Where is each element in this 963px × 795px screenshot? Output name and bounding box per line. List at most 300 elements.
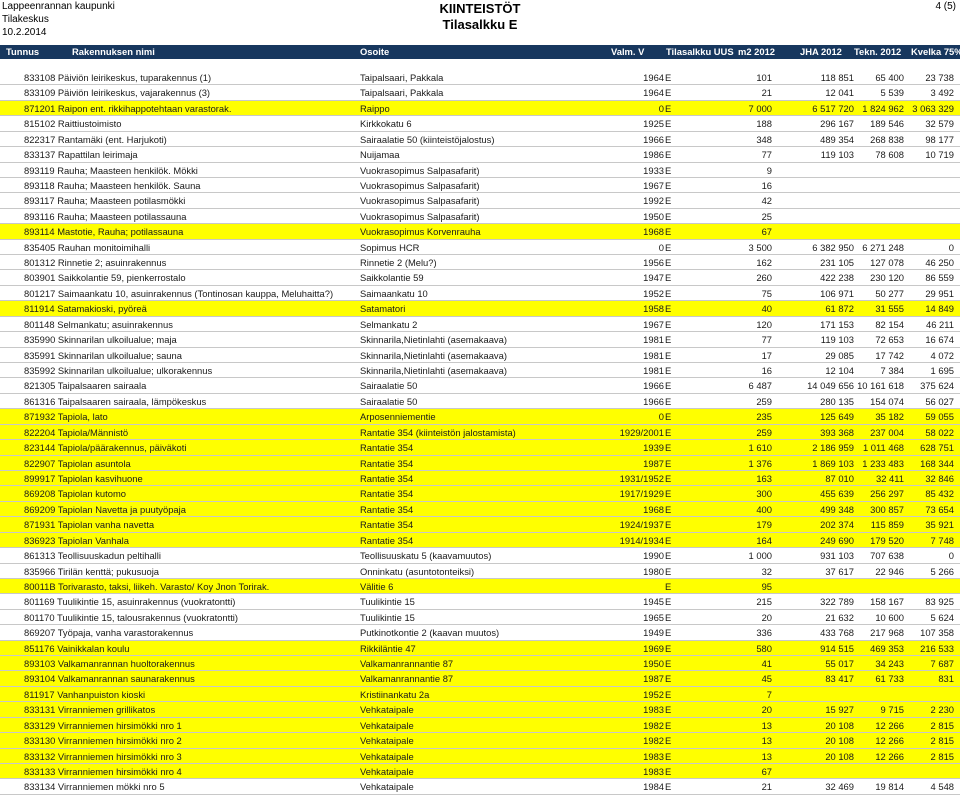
table-row — [0, 502, 960, 517]
table-cell: 1952 — [643, 287, 664, 299]
table-cell: 628 751 — [920, 442, 954, 454]
table-cell: Saimaankatu 10 — [360, 287, 428, 299]
table-cell: 20 108 — [825, 719, 854, 731]
table-cell: 32 846 — [925, 472, 954, 484]
table-cell: 1 610 — [748, 442, 772, 454]
table-cell: 1983 — [643, 704, 664, 716]
table-cell: 1987 — [643, 673, 664, 685]
table-cell: 1981 — [643, 334, 664, 346]
table-cell: 836923 Tapiolan Vanhala — [24, 534, 129, 546]
table-cell: 40 — [761, 303, 772, 315]
table-cell: 1914/1934 — [619, 534, 664, 546]
table-cell: E — [665, 318, 672, 330]
table-cell: E — [665, 565, 672, 577]
table-cell: 235 — [756, 411, 772, 423]
table-cell: E — [665, 611, 672, 623]
table-cell: E — [665, 735, 672, 747]
table-cell: 833108 Päiviön leirikeskus, tuparakennus (1) — [24, 72, 212, 83]
table-cell: E — [665, 503, 672, 515]
table-cell: 0 — [948, 550, 954, 562]
table-cell: 58 022 — [925, 426, 954, 438]
table-cell: E — [665, 519, 672, 531]
table-row — [0, 517, 960, 532]
table-cell: 163 — [756, 472, 772, 484]
table-cell: 835966 Tirilän kenttä; pukusuoja — [24, 565, 159, 577]
table-cell: 14 849 — [925, 303, 954, 315]
table-row — [0, 533, 960, 548]
table-cell: Saikkolantie 59 — [360, 272, 424, 284]
table-cell: 23 738 — [925, 72, 954, 83]
table-cell: 67 — [761, 765, 772, 777]
table-cell: 31 555 — [875, 303, 904, 315]
table-cell: 83 417 — [825, 673, 854, 685]
table-header — [0, 45, 963, 59]
table-cell: 21 — [761, 87, 772, 99]
table-cell: Vehkataipale — [360, 704, 414, 716]
table-row — [0, 363, 960, 378]
page-number: 4 (5) — [935, 1, 956, 12]
table-cell: 259 — [756, 426, 772, 438]
table-cell: 815102 Raittiustoimisto — [24, 118, 122, 130]
table-cell: E — [665, 334, 672, 346]
page-header — [0, 0, 960, 45]
col-header-address: Osoite — [360, 46, 390, 57]
table-row — [0, 332, 960, 347]
table-cell: 20 108 — [825, 750, 854, 762]
table-cell: 835405 Rauhan monitoimihalli — [24, 241, 151, 253]
table-cell: 231 105 — [820, 257, 854, 269]
table-row — [0, 764, 960, 779]
table-cell: 835992 Skinnarilan ulkoilualue; ulkorakennus — [24, 365, 213, 377]
table-cell: 46 250 — [925, 257, 954, 269]
table-cell: 1931/1952 — [619, 472, 664, 484]
table-cell: 16 — [761, 179, 772, 191]
table-cell: E — [665, 210, 672, 222]
table-cell: 869209 Tapiolan Navetta ja puutyöpaja — [24, 503, 186, 515]
table-cell: E — [665, 164, 672, 176]
table-cell: Taipalsaari, Pakkala — [360, 72, 444, 83]
table-cell: 322 789 — [820, 596, 854, 608]
table-cell: 375 624 — [920, 380, 954, 392]
table-cell: E — [665, 750, 672, 762]
table-cell: 433 768 — [820, 627, 854, 639]
table-row — [0, 594, 960, 609]
table-cell: E — [665, 241, 672, 253]
table-cell: 188 — [756, 118, 772, 130]
table-cell: 489 354 — [820, 133, 854, 145]
table-row — [0, 564, 960, 579]
table-cell: 1 011 468 — [862, 442, 904, 454]
table-cell: 13 — [761, 719, 772, 731]
table-cell: E — [665, 673, 672, 685]
table-cell: 217 968 — [870, 627, 904, 639]
table-cell: 1969 — [643, 642, 664, 654]
table-cell: 80011B Torivarasto, taksi, liikeh. Varasto/ Koy Jnon Torirak. — [24, 580, 270, 592]
table-cell: 9 — [766, 164, 772, 176]
table-cell: 230 120 — [870, 272, 904, 284]
table-cell: Raippo — [360, 102, 390, 114]
table-cell: Teollisuuskatu 5 (kaavamuutos) — [360, 550, 492, 562]
table-cell: 871932 Tapiola, lato — [24, 411, 108, 423]
table-cell: 6 271 248 — [862, 241, 904, 253]
table-cell: Rantatie 354 (kiinteistön jalostamista) — [360, 426, 516, 438]
table-cell: 12 266 — [875, 750, 904, 762]
table-cell: 1 233 483 — [862, 457, 904, 469]
table-cell: 61 733 — [875, 673, 904, 685]
table-cell: 249 690 — [820, 534, 854, 546]
table-cell: E — [665, 133, 672, 145]
table-cell: 455 639 — [820, 488, 854, 500]
table-cell: 348 — [756, 133, 772, 145]
table-row — [0, 625, 960, 640]
table-cell: 899917 Tapiolan kasvihuone — [24, 472, 143, 484]
table-row — [0, 579, 960, 594]
table-cell: 2 815 — [930, 750, 954, 762]
table-cell: E — [665, 550, 672, 562]
table-cell: 50 277 — [875, 287, 904, 299]
table-cell: 171 153 — [820, 318, 854, 330]
table-cell: E — [665, 380, 672, 392]
col-header-kvelka: Kvelka 75% — [911, 46, 963, 57]
table-cell: 833109 Päiviön leirikeskus, vajarakennus (3) — [24, 87, 211, 99]
col-header-portfolio: Tilasalkku UUS — [666, 46, 734, 57]
table-row — [0, 486, 960, 501]
table-row — [0, 147, 960, 162]
table-cell: 893116 Rauha; Maasteen potilassauna — [24, 210, 187, 222]
table-cell: Selmankatu 2 — [360, 318, 418, 330]
table-cell: 6 487 — [748, 380, 772, 392]
table-row — [0, 779, 960, 794]
table-cell: 1939 — [643, 442, 664, 454]
table-cell: 4 548 — [930, 781, 954, 793]
table-cell: 65 400 — [875, 72, 904, 83]
table-cell: E — [665, 488, 672, 500]
table-cell: 1986 — [643, 149, 664, 161]
table-cell: 32 — [761, 565, 772, 577]
table-cell: 106 971 — [820, 287, 854, 299]
table-cell: Sairaalatie 50 — [360, 395, 418, 407]
table-cell: 280 135 — [820, 395, 854, 407]
table-cell: 1981 — [643, 349, 664, 361]
table-cell: 835990 Skinnarilan ulkoilualue; maja — [24, 334, 177, 346]
table-row — [0, 317, 960, 332]
table-row — [0, 224, 960, 239]
table-cell: 19 814 — [875, 781, 904, 793]
table-cell: E — [665, 442, 672, 454]
table-cell: 1945 — [643, 596, 664, 608]
table-cell: E — [665, 195, 672, 207]
table-cell: 61 872 — [825, 303, 854, 315]
table-cell: 1 824 962 — [862, 102, 904, 114]
table-cell: 10 161 618 — [857, 380, 904, 392]
table-cell: 1933 — [643, 164, 664, 176]
table-cell: 20 — [761, 611, 772, 623]
table-cell: 6 382 950 — [812, 241, 854, 253]
table-cell: 1980 — [643, 565, 664, 577]
table-cell: E — [665, 658, 672, 670]
table-cell: Vuokrasopimus Salpasafarit) — [360, 210, 480, 222]
col-header-tekn: Tekn. 2012 — [854, 46, 902, 57]
table-cell: 2 230 — [930, 704, 954, 716]
table-cell: Satamatori — [360, 303, 406, 315]
table-row — [0, 116, 960, 131]
report-date: 10.2.2014 — [2, 27, 47, 38]
col-header-name: Rakennuksen nimi — [72, 46, 155, 57]
table-cell: Välitie 6 — [360, 580, 394, 592]
table-row — [0, 240, 960, 255]
table-cell: 101 — [756, 72, 772, 83]
table-cell: 7 — [766, 688, 772, 700]
table-cell: E — [665, 349, 672, 361]
table-row — [0, 733, 960, 748]
table-cell: 893114 Mastotie, Rauha; potilassauna — [24, 226, 184, 238]
table-cell: 1 376 — [748, 457, 772, 469]
table-cell: 811914 Satamakioski, pyöreä — [24, 303, 147, 315]
table-cell: 801148 Selmankatu; asuinrakennus — [24, 318, 173, 330]
table-cell: 154 074 — [870, 395, 904, 407]
table-cell: 851176 Vainikkalan koulu — [24, 642, 130, 654]
table-cell: 15 927 — [825, 704, 854, 716]
table-cell: 869207 Työpaja, vanha varastorakennus — [24, 627, 194, 639]
table-cell: 893117 Rauha; Maasteen potilasmökki — [24, 195, 186, 207]
table-cell: 1966 — [643, 380, 664, 392]
table-cell: 1929/2001 — [619, 426, 664, 438]
table-cell: 95 — [761, 580, 772, 592]
table-cell: 0 — [658, 102, 664, 114]
table-row — [0, 610, 960, 625]
table-cell: Vuokrasopimus Korvenrauha — [360, 226, 481, 238]
unit-name: Tilakeskus — [2, 14, 49, 25]
table-cell: 833130 Virranniemen hirsimökki nro 2 — [24, 735, 182, 747]
table-cell: 823144 Tapiola/päärakennus, päiväkoti — [24, 442, 187, 454]
table-cell: 32 579 — [925, 118, 954, 130]
table-cell: 7 000 — [748, 102, 772, 114]
table-cell: 1 695 — [930, 365, 954, 377]
table-cell: 1 000 — [748, 550, 772, 562]
table-cell: Skinnarila,Nietinlahti (asemakaava) — [360, 365, 507, 377]
table-cell: E — [665, 642, 672, 654]
table-cell: 822204 Tapiola/Männistö — [24, 426, 129, 438]
org-name: Lappeenrannan kaupunki — [2, 1, 115, 12]
table-row — [0, 301, 960, 316]
table-cell: 260 — [756, 272, 772, 284]
table-cell: E — [665, 179, 672, 191]
table-cell: Valkamanrannantie 87 — [360, 658, 454, 670]
table-cell: 17 — [761, 349, 772, 361]
table-cell: 12 266 — [875, 719, 904, 731]
table-cell: Tuulikintie 15 — [360, 596, 415, 608]
table-cell: 10 600 — [875, 611, 904, 623]
table-cell: 29 085 — [825, 349, 854, 361]
table-cell: 35 182 — [875, 411, 904, 423]
table-cell: Vehkataipale — [360, 719, 414, 731]
table-cell: 7 687 — [930, 658, 954, 670]
table-cell: 119 103 — [820, 149, 854, 161]
table-cell: E — [665, 395, 672, 407]
table-row — [0, 70, 960, 85]
table-cell: 21 — [761, 781, 772, 793]
col-header-tunnus: Tunnus — [6, 46, 40, 57]
table-cell: 12 041 — [825, 87, 854, 99]
table-cell: 1966 — [643, 395, 664, 407]
table-cell: Vehkataipale — [360, 765, 414, 777]
table-cell: 107 358 — [920, 627, 954, 639]
table-cell: 9 715 — [880, 704, 904, 716]
table-cell: 893118 Rauha; Maasteen henkilök. Sauna — [24, 179, 201, 191]
table-cell: 869208 Tapiolan kutomo — [24, 488, 126, 500]
table-cell: 20 108 — [825, 735, 854, 747]
table-cell: 2 815 — [930, 719, 954, 731]
table-cell: 32 469 — [825, 781, 854, 793]
table-cell: 1982 — [643, 735, 664, 747]
table-cell: 1964 — [643, 72, 664, 83]
col-header-year: Valm. V — [611, 46, 645, 57]
table-cell: 861316 Taipalsaaren sairaala, lämpökeskus — [24, 395, 207, 407]
table-cell: 1 869 103 — [812, 457, 854, 469]
table-cell: 5 624 — [930, 611, 954, 623]
table-row — [0, 687, 960, 702]
table-cell: 1984 — [643, 781, 664, 793]
table-cell: 400 — [756, 503, 772, 515]
table-cell: 35 921 — [925, 519, 954, 531]
table-row — [0, 671, 960, 686]
table-cell: 85 432 — [925, 488, 954, 500]
table-cell: 164 — [756, 534, 772, 546]
table-cell: 119 103 — [820, 334, 854, 346]
table-cell: Rantatie 354 — [360, 534, 414, 546]
table-row — [0, 209, 960, 224]
table-cell: 580 — [756, 642, 772, 654]
table-cell: 216 533 — [920, 642, 954, 654]
table-row — [0, 255, 960, 270]
table-cell: 120 — [756, 318, 772, 330]
table-cell: E — [665, 426, 672, 438]
table-cell: 41 — [761, 658, 772, 670]
table-cell: Skinnarila,Nietinlahti (asemakaava) — [360, 334, 507, 346]
table-cell: Skinnarila,Nietinlahti (asemakaava) — [360, 349, 507, 361]
table-cell: 86 559 — [925, 272, 954, 284]
table-cell: 300 857 — [870, 503, 904, 515]
table-cell: Kristiinankatu 2a — [360, 688, 430, 700]
table-cell: 72 653 — [875, 334, 904, 346]
table-row — [0, 178, 960, 193]
table-cell: 801169 Tuulikintie 15, asuinrakennus (vuokratontti) — [24, 596, 236, 608]
table-cell: 5 539 — [880, 87, 904, 99]
table-cell: Putkinotkontie 2 (kaavan muutos) — [360, 627, 500, 639]
table-cell: 1925 — [643, 118, 664, 130]
table-cell: 1964 — [643, 87, 664, 99]
table-cell: 37 617 — [825, 565, 854, 577]
table-cell: 1952 — [643, 688, 664, 700]
table-cell: 55 017 — [825, 658, 854, 670]
table-row — [0, 409, 960, 424]
table-row — [0, 440, 960, 455]
table-cell: Sopimus HCR — [360, 241, 420, 253]
table-cell: 833129 Virranniemen hirsimökki nro 1 — [24, 719, 182, 731]
table-row — [0, 394, 960, 409]
table-cell: 5 266 — [930, 565, 954, 577]
table-cell: 125 649 — [820, 411, 854, 423]
table-row — [0, 718, 960, 733]
page-subtitle: Tilasalkku E — [442, 17, 518, 32]
table-cell: 12 104 — [825, 365, 854, 377]
col-header-jha: JHA 2012 — [800, 46, 842, 57]
table-cell: E — [665, 704, 672, 716]
table-row — [0, 85, 960, 100]
table-cell: E — [665, 102, 672, 114]
col-header-m2: m2 2012 — [738, 46, 776, 57]
table-cell: 83 925 — [925, 596, 954, 608]
table-cell: 1950 — [643, 658, 664, 670]
table-cell: 1987 — [643, 457, 664, 469]
table-cell: 1965 — [643, 611, 664, 623]
table-cell: 811917 Vanhanpuiston kioski — [24, 688, 146, 700]
table-cell: 21 632 — [825, 611, 854, 623]
table-cell: Kirkkokatu 6 — [360, 118, 412, 130]
table-row — [0, 456, 960, 471]
table-cell: 393 368 — [820, 426, 854, 438]
table-cell: 499 348 — [820, 503, 854, 515]
table-cell: Vehkataipale — [360, 735, 414, 747]
table-cell: 45 — [761, 673, 772, 685]
table-cell: E — [665, 472, 672, 484]
table-cell: 46 211 — [926, 318, 954, 330]
table-cell: 82 154 — [875, 318, 904, 330]
table-cell: 469 353 — [870, 642, 904, 654]
table-cell: 871931 Tapiolan vanha navetta — [24, 519, 155, 531]
table-cell: 78 608 — [875, 149, 904, 161]
table-cell: 59 055 — [925, 411, 954, 423]
table-cell: 2 186 959 — [812, 442, 854, 454]
table-cell: 833133 Virranniemen hirsimökki nro 4 — [24, 765, 182, 777]
table-cell: 42 — [761, 195, 772, 207]
table-cell: 835991 Skinnarilan ulkoilualue; sauna — [24, 349, 182, 361]
table-cell: Valkamanrannantie 87 — [360, 673, 454, 685]
table-cell: 87 010 — [825, 472, 854, 484]
table-cell: 127 078 — [870, 257, 904, 269]
table-cell: 73 654 — [925, 503, 954, 515]
table-cell: E — [665, 118, 672, 130]
table-cell: 189 546 — [870, 118, 904, 130]
table-cell: 20 — [761, 704, 772, 716]
table-cell: 98 177 — [925, 133, 954, 145]
table-cell: Rantatie 354 — [360, 503, 414, 515]
table-cell: 801170 Tuulikintie 15, talousrakennus (vuokratontti) — [24, 611, 239, 623]
table-cell: Vehkataipale — [360, 750, 414, 762]
table-cell: Tuulikintie 15 — [360, 611, 415, 623]
table-cell: 1917/1929 — [619, 488, 664, 500]
table-row — [0, 702, 960, 717]
table-cell: Vuokrasopimus Salpasafarit) — [360, 195, 480, 207]
table-cell: 29 951 — [925, 287, 954, 299]
table-cell: 1981 — [643, 365, 664, 377]
table-cell: 1992 — [643, 195, 664, 207]
table-cell: E — [665, 580, 672, 592]
table-cell: E — [665, 257, 672, 269]
table-cell: 1956 — [643, 257, 664, 269]
table-row — [0, 656, 960, 671]
table-cell: Rantatie 354 — [360, 442, 414, 454]
table-row — [0, 425, 960, 440]
table-row — [0, 348, 960, 363]
table-cell: 3 492 — [930, 87, 954, 99]
table-cell: 34 243 — [875, 658, 904, 670]
table-cell: 833132 Virranniemen hirsimökki nro 3 — [24, 750, 182, 762]
table-cell: 14 049 656 — [807, 380, 854, 392]
table-row — [0, 193, 960, 208]
table-cell: 1958 — [643, 303, 664, 315]
table-row — [0, 548, 960, 563]
